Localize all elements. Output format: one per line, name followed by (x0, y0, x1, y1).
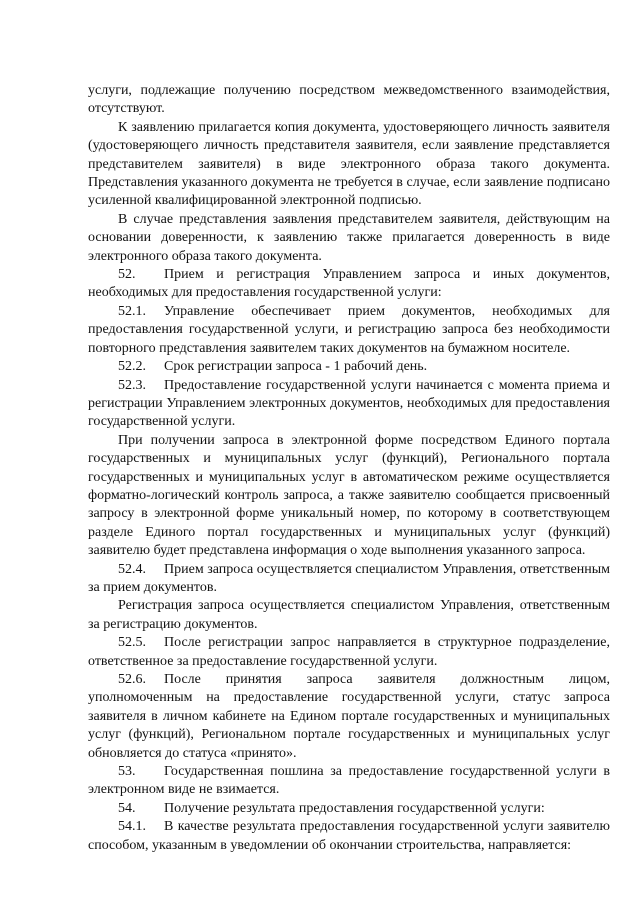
paragraph-text: При получении запроса в электронной форме посредством Единого портала государственных и муниципальных услуг (функций), Регионального портала государственных и муниципальных услуг в автоматическом режиме осуществляется форматно-логический контроль запроса, а также заявителю сообщается присвоенный запросу в электронной форме уникальный номер, по которому в соответствующем разделе Единого портал государственных и муниципальных услуг (функций) заявителю будет представлена информация о ходе выполнения указанного запроса. (88, 432, 610, 559)
paragraph-text: Государственная пошлина за предоставление государственной услуги в электронном виде не взимается. (88, 764, 610, 798)
paragraph-number: 54. (118, 800, 136, 816)
paragraph (88, 211, 610, 266)
paragraph-number: 52.5. (118, 635, 146, 651)
paragraph-text: Получение результата предоставления государственной услуги: (164, 800, 545, 816)
paragraph-number: 52. (118, 267, 136, 283)
paragraph (88, 818, 610, 855)
paragraph (88, 763, 610, 800)
document-page (88, 82, 610, 855)
paragraph-number: 53. (118, 764, 136, 780)
paragraph-text: Управление обеспечивает прием документов, необходимых для предоставления государственной услуги, и регистрацию запроса без необходимости повторного представления заявителем таких документов на бумажном носителе. (88, 303, 610, 356)
paragraph-text: В случае представления заявления представителем заявителя, действующим на основании доверенности, к заявлению также прилагается доверенность в виде электронного образа такого документа. (88, 211, 610, 264)
paragraph (88, 266, 610, 303)
paragraph-text: Прием запроса осуществляется специалистом Управления, ответственным за прием документов. (88, 561, 610, 595)
paragraph-text: В качестве результата предоставления государственной услуги заявителю способом, указанным в уведомлении об окончании строительства, направляется: (88, 819, 610, 853)
paragraph-number: 52.2. (118, 359, 146, 375)
paragraph-text: Срок регистрации запроса - 1 рабочий день. (164, 359, 428, 375)
paragraph-text: К заявлению прилагается копия документа, удостоверяющего личность заявителя (удостоверяющего личность представителя заявителя, если заявление представляется представителем заявителя) в виде электронного образа такого документа. Представления указанного документа не требуется в случае, если заявление подписано усиленной квалифицированной электронной подписью. (88, 119, 610, 209)
paragraph (88, 671, 610, 763)
paragraph-text: Регистрация запроса осуществляется специалистом Управления, ответственным за регистрацию документов. (88, 598, 610, 632)
paragraph-number: 52.4. (118, 561, 146, 577)
paragraph-number: 52.1. (118, 303, 146, 319)
paragraph-number: 52.3. (118, 377, 146, 393)
paragraph (88, 561, 610, 598)
paragraph (88, 800, 610, 818)
paragraph (88, 303, 610, 358)
paragraph-text: Прием и регистрация Управлением запроса и иных документов, необходимых для предоставления государственной услуги: (88, 267, 610, 301)
paragraph-number: 54.1. (118, 819, 146, 835)
paragraph (88, 358, 610, 376)
paragraph (88, 82, 610, 119)
paragraph (88, 432, 610, 561)
paragraph (88, 597, 610, 634)
paragraph-text: Предоставление государственной услуги начинается с момента приема и регистрации Управлением электронных документов, необходимых для предоставления государственной услуги. (88, 377, 610, 430)
paragraph-text: услуги, подлежащие получению посредством межведомственного взаимодействия, отсутствуют. (88, 83, 610, 117)
paragraph-text: После принятия запроса заявителя должностным лицом, уполномоченным на предоставление государственной услуги, статус запроса заявителя в личном кабинете на Едином портале государственных и муниципальных услуг (функций), Региональном портале государственных и муниципальных услуг обновляется до статуса «принято». (88, 672, 610, 761)
paragraph (88, 119, 610, 211)
paragraph (88, 377, 610, 432)
paragraph-number: 52.6. (118, 672, 146, 687)
paragraph-text: После регистрации запрос направляется в структурное подразделение, ответственное за предоставление государственной услуги. (88, 635, 610, 669)
paragraph (88, 634, 610, 671)
